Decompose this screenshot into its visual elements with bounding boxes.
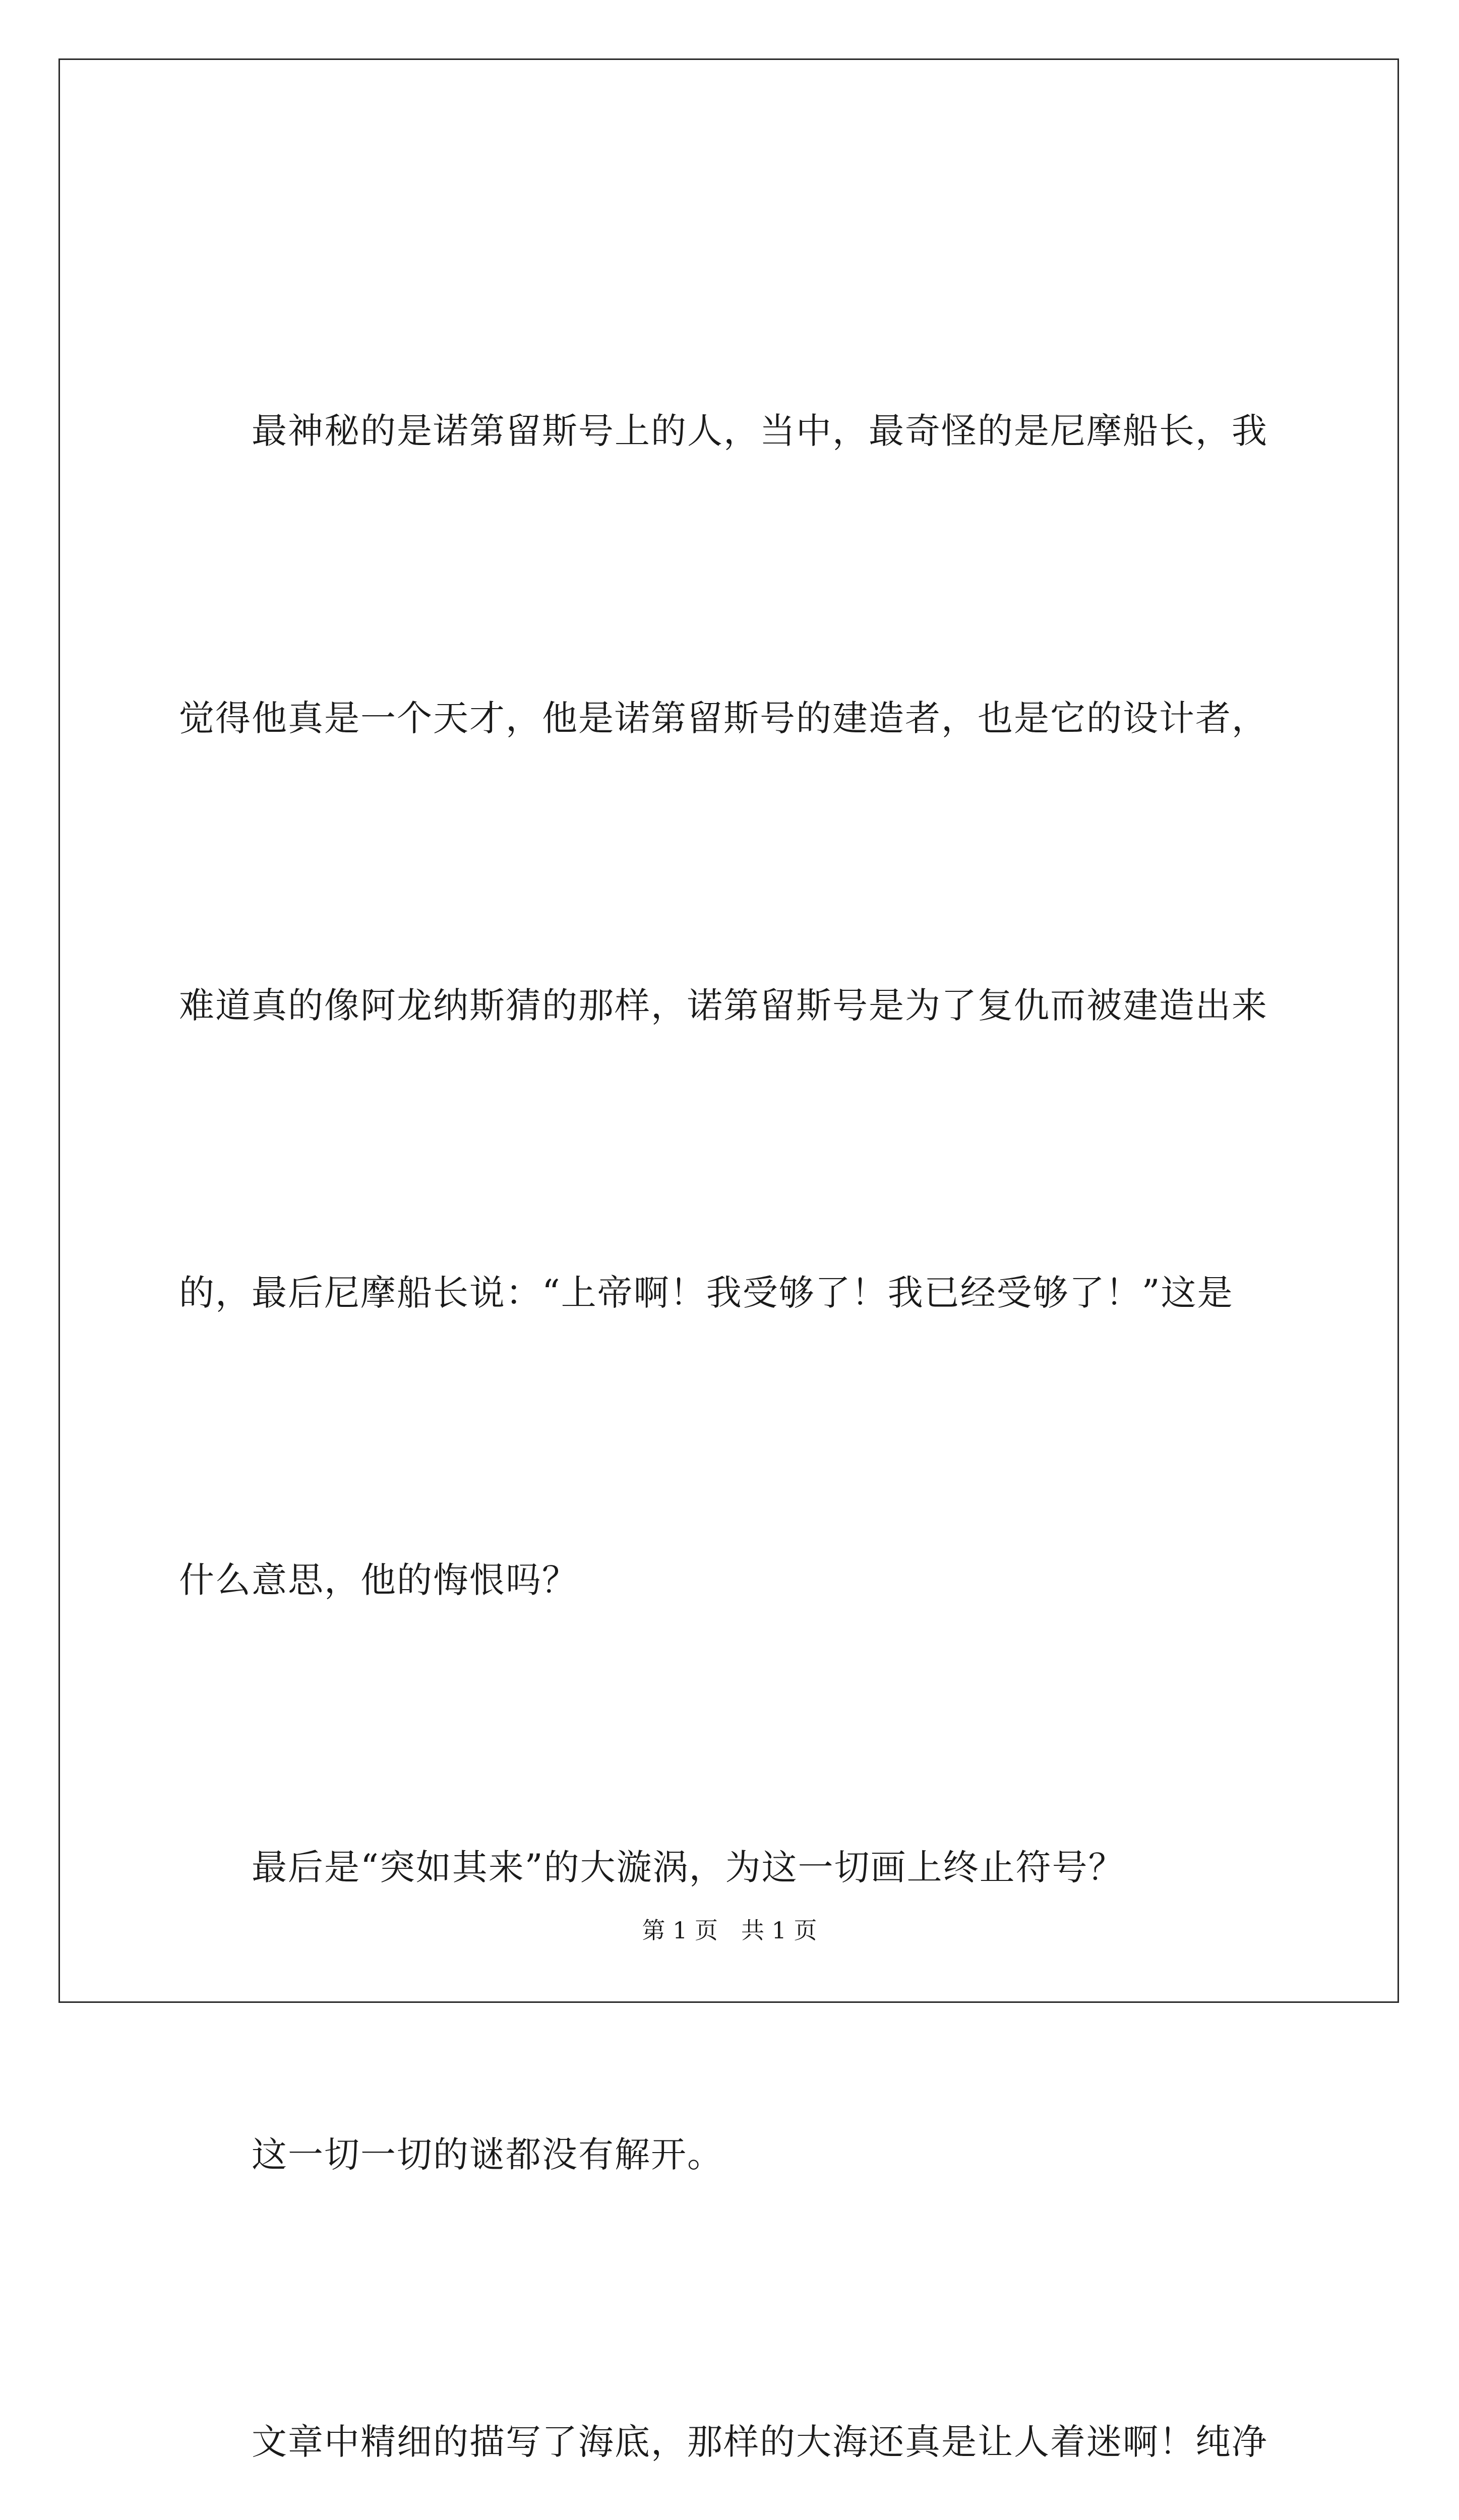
- document-body: [179, 192, 1288, 2520]
- text-line: 最后是“突如其来”的大漩涡，为这一切画上终止符号？: [179, 1847, 1125, 1888]
- text-line: 这一切一切的谜都没有解开。: [179, 2134, 723, 2175]
- text-line: 觉得他真是一个天才，他是诺第留斯号的建造者，也是它的设计者，: [179, 698, 1268, 739]
- text-line: 什么意思，他的悔恨吗？: [179, 1559, 578, 1601]
- text-line: 文章中精细的描写了海底，那样的大海还真是让人着迷啊！纯净: [179, 2421, 1268, 2463]
- text-line: 最神秘的是诺第留斯号上的人，当中，最奇怪的是尼摩船长，我: [179, 410, 1268, 452]
- text-line: 的，最后尼摩船长说：“上帝啊！我受够了！我已经受够了！”这是: [179, 1272, 1234, 1313]
- text-line: 难道真的像阿龙纳斯猜的那样，诺第留斯号是为了复仇而被建造出来: [179, 985, 1268, 1026]
- page-number: 第 1 页 共 1 页: [642, 1917, 817, 1944]
- paragraph-block: [179, 192, 1288, 2520]
